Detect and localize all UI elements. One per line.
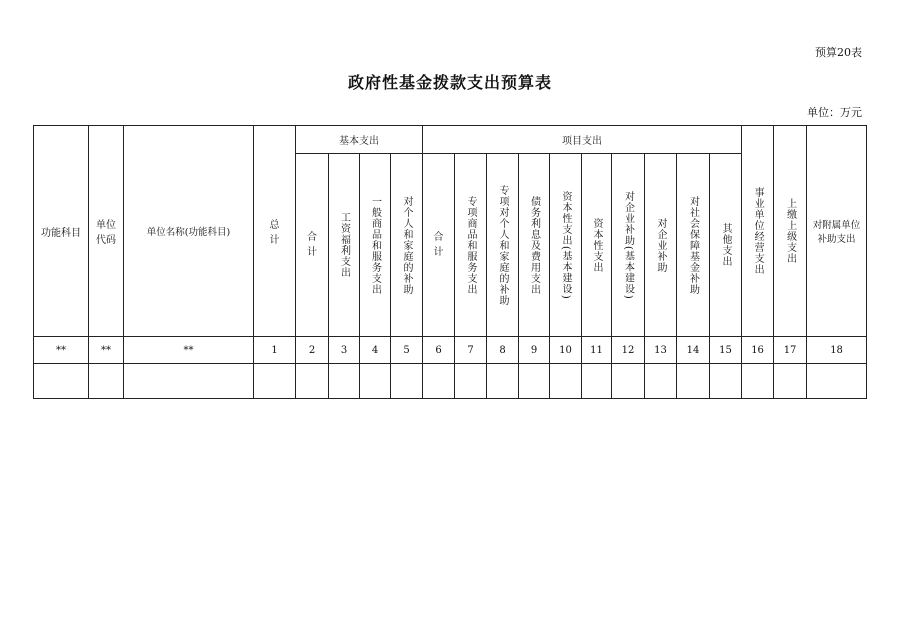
page-number: 预算20表	[815, 46, 862, 59]
header-goods: 一般商品和服务支出	[360, 154, 391, 337]
empty-cell	[742, 364, 774, 399]
index-cell: 2	[296, 337, 329, 364]
index-cell: 10	[550, 337, 582, 364]
header-total: 总 计	[254, 126, 296, 337]
empty-cell	[329, 364, 360, 399]
header-special-goods: 专项商品和服务支出	[455, 154, 487, 337]
empty-cell	[34, 364, 89, 399]
empty-cell	[550, 364, 582, 399]
empty-cell	[519, 364, 550, 399]
empty-cell	[124, 364, 254, 399]
empty-cell	[360, 364, 391, 399]
empty-cell	[582, 364, 612, 399]
index-cell: 18	[807, 337, 867, 364]
budget-table	[33, 125, 867, 399]
header-group-basic: 基本支出	[296, 126, 423, 154]
header-wages: 工资福利支出	[329, 154, 360, 337]
header-unit-name: 单位名称(功能科目)	[124, 126, 254, 337]
header-enterprise-basic: 对企业补助 (基本建设)	[612, 154, 645, 337]
header-enterprise: 对企业补助	[645, 154, 677, 337]
empty-cell	[487, 364, 519, 399]
index-cell: 17	[774, 337, 807, 364]
header-func-subject: 功能科目	[34, 126, 89, 337]
empty-cell	[254, 364, 296, 399]
header-capital: 资本性支出	[582, 154, 612, 337]
index-cell: 9	[519, 337, 550, 364]
header-affiliated: 对附属单位 补助支出	[807, 126, 867, 337]
header-basic-total: 合 计	[296, 154, 329, 337]
empty-cell	[710, 364, 742, 399]
empty-cell	[455, 364, 487, 399]
header-social-security: 对社会保障基金补助	[677, 154, 710, 337]
header-debt: 债务利息及费用支出	[519, 154, 550, 337]
index-cell: 1	[254, 337, 296, 364]
index-cell: 12	[612, 337, 645, 364]
index-cell: **	[89, 337, 124, 364]
index-cell: 14	[677, 337, 710, 364]
index-cell: 5	[391, 337, 423, 364]
empty-cell	[296, 364, 329, 399]
header-remit: 上缴上级支出	[774, 126, 807, 337]
data-row-empty	[34, 364, 867, 399]
index-cell: 8	[487, 337, 519, 364]
header-capital-basic: 资本性支出 (基本建设)	[550, 154, 582, 337]
index-cell: 16	[742, 337, 774, 364]
index-cell: **	[34, 337, 89, 364]
index-cell: 3	[329, 337, 360, 364]
page-title: 政府性基金拨款支出预算表	[347, 73, 552, 92]
header-project-total: 合 计	[423, 154, 455, 337]
empty-cell	[774, 364, 807, 399]
empty-cell	[391, 364, 423, 399]
header-other: 其他支出	[710, 154, 742, 337]
empty-cell	[677, 364, 710, 399]
unit-label: 单位：万元	[807, 106, 862, 119]
empty-cell	[423, 364, 455, 399]
header-biz-unit: 事业单位经营支出	[742, 126, 774, 337]
index-cell: 7	[455, 337, 487, 364]
header-unit-code: 单位 代码	[89, 126, 124, 337]
index-row	[34, 337, 867, 364]
header-special-individual: 专项对个人和家庭的补助	[487, 154, 519, 337]
empty-cell	[89, 364, 124, 399]
index-cell: **	[124, 337, 254, 364]
empty-cell	[645, 364, 677, 399]
header-subsidy-individual: 对个人和家庭的补助	[391, 154, 423, 337]
index-cell: 13	[645, 337, 677, 364]
empty-cell	[807, 364, 867, 399]
index-cell: 4	[360, 337, 391, 364]
index-cell: 6	[423, 337, 455, 364]
header-group-project: 项目支出	[423, 126, 742, 154]
index-cell: 11	[582, 337, 612, 364]
index-cell: 15	[710, 337, 742, 364]
empty-cell	[612, 364, 645, 399]
